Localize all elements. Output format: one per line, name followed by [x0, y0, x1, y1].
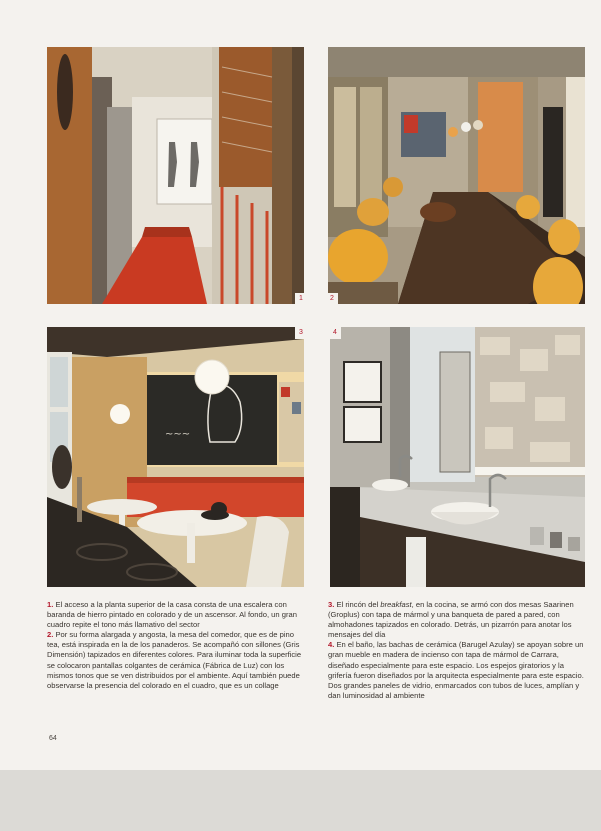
photo-number-1: 1 [295, 293, 307, 305]
photo-stair-corridor [47, 47, 304, 304]
caption-2 [47, 630, 307, 691]
svg-text:~~~: ~~~ [165, 429, 191, 440]
caption-3-text-italic: breakfast [380, 600, 412, 609]
photo-number-4: 4 [329, 327, 341, 339]
scan-margin [0, 770, 601, 831]
caption-column-right [328, 600, 588, 701]
caption-2-text: Por su forma alargada y angosta, la mesa del comedor, que es de pino tea, está inspirada en la de los panaderos. Se acompañó con sillones (Gris Dimensión) tapizados en diferentes colores. Para iluminar toda la superficie se colocaron pantallas colgantes de cerámica (Fábrica de Luz) con los mismos tonos que se ven distribuidos por el ambiente. Aquí también puede observarse la presencia del colorado en el cuadro, que es un collage [47, 630, 302, 690]
caption-3-text-after: , en la cocina, se armó con dos mesas Saarinen (Groplus) con tapa de mármol y una banqueta de pared a pared, con almohadones tapizados en colorado. Detrás, un pizarrón para anotar los mensajes del día [328, 600, 574, 640]
photo-number-2: 2 [326, 293, 338, 305]
photo-number-3: 3 [295, 327, 307, 339]
page-number: 64 [49, 735, 57, 742]
caption-4-number: 4. [328, 640, 335, 650]
caption-3 [328, 600, 588, 640]
caption-column-left [47, 600, 307, 691]
caption-1-number: 1. [47, 600, 54, 609]
photo-breakfast-nook [47, 327, 304, 587]
photo-dining-room [328, 47, 585, 304]
caption-1 [47, 600, 307, 630]
caption-3-number: 3. [328, 600, 335, 609]
caption-1-text: El acceso a la planta superior de la casa consta de una escalera con baranda de hierro pintado en colorado y de un ascensor. Al fondo, un gran cuadro repite el tono más llamativo del sector [47, 600, 297, 630]
caption-3-text-before: El rincón del [336, 600, 381, 609]
caption-4-text: En el baño, las bachas de cerámica (Barugel Azulay) se apoyan sobre un gran mueble en madera de incienso con tapa de mármol de Carrara, diseñado especialmente para este espacio. Los espejos giratorios y la grifería fueron diseñados por la arquitecta especialmente para este espacio. Dos grandes paneles de vidrio, enmarcados con tubos de luces, amplían y dan luminosidad al ambiente [328, 640, 584, 700]
photo-bathroom [330, 327, 585, 587]
caption-2-number: 2. [47, 630, 54, 640]
caption-4 [328, 640, 588, 701]
